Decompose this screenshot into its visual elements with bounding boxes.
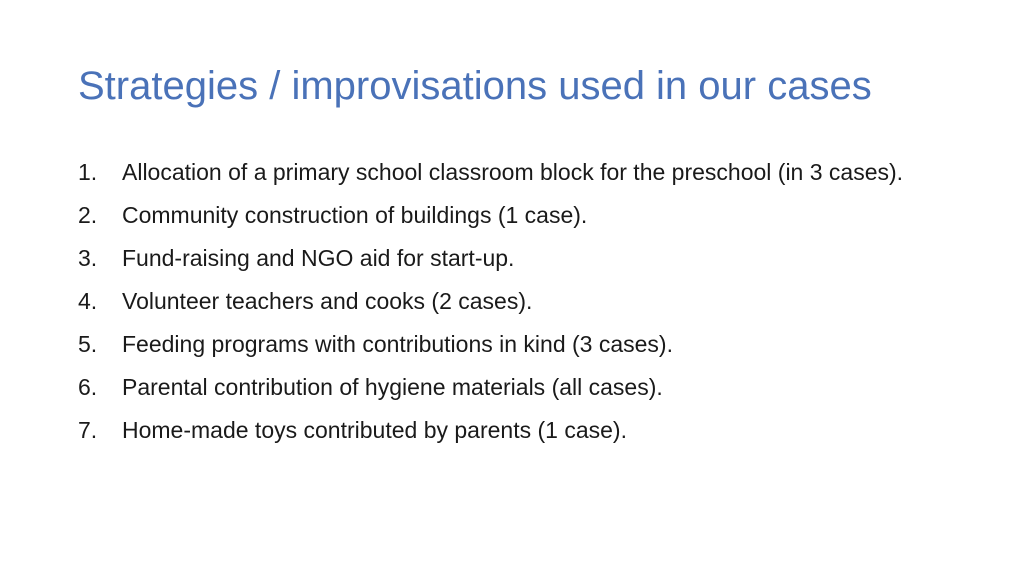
list-item <box>78 156 948 189</box>
list-item-number: 1. <box>78 159 98 185</box>
slide-title: Strategies / improvisations used in our cases <box>78 64 872 108</box>
list-item <box>78 414 948 447</box>
list-item <box>78 199 948 232</box>
list-item <box>78 371 948 404</box>
list-item-text: Volunteer teachers and cooks (2 cases). <box>122 288 533 314</box>
list-item-number: 3. <box>78 245 98 271</box>
list-item-number: 6. <box>78 374 98 400</box>
list-item <box>78 242 948 275</box>
list-item-number: 5. <box>78 331 98 357</box>
list-item-text: Fund-raising and NGO aid for start-up. <box>122 245 515 271</box>
list-item-number: 2. <box>78 202 98 228</box>
list-item-text: Feeding programs with contributions in kind (3 cases). <box>122 331 673 357</box>
list-item-text: Community construction of buildings (1 case). <box>122 202 588 228</box>
list-item-number: 4. <box>78 288 98 314</box>
list-item-text: Parental contribution of hygiene materials (all cases). <box>122 374 663 400</box>
strategy-list <box>78 156 948 457</box>
list-item-text: Allocation of a primary school classroom block for the preschool (in 3 cases). <box>122 159 904 185</box>
list-item <box>78 328 948 361</box>
list-item <box>78 285 948 318</box>
list-item-number: 7. <box>78 417 98 443</box>
list-item-text: Home-made toys contributed by parents (1 case). <box>122 417 627 443</box>
